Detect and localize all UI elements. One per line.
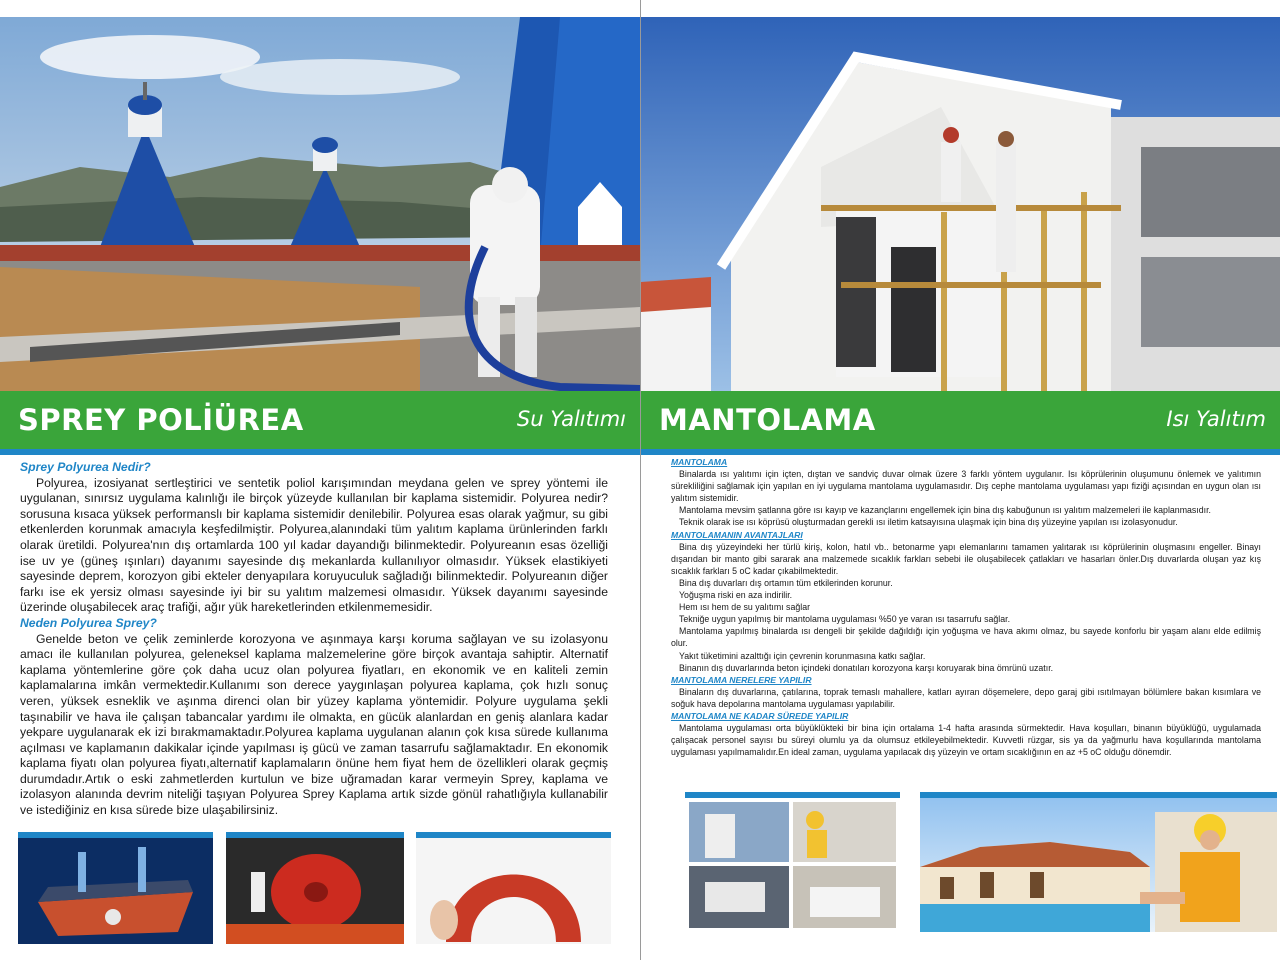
red-coated-sample-photo: [416, 832, 611, 944]
section-paragraph: Mantolama mevsim şatlanna göre ısı kayıp ve kazançlarını engellemek için bina dış kabuğunun ısı yalıtım malzemeleri ile kaplanmasıdır.: [679, 505, 1211, 516]
villa-worker-photo: [920, 792, 1277, 932]
banner-accent-strip: [641, 449, 1280, 455]
section-banner: [0, 391, 640, 449]
banner-subtitle: Isı Yalıtım: [1166, 407, 1266, 431]
section-paragraph: Bina dış duvarları dış ortamın tüm etkilerinden korunur.: [679, 577, 893, 588]
section-heading: MANTOLAMA NERELERE YAPILIR: [671, 674, 812, 685]
article-text: [671, 456, 1261, 758]
section-heading: MANTOLAMA: [671, 457, 728, 467]
ship-dock-photo: [18, 832, 213, 944]
section-paragraph: Hem ısı hem de su yalıtımı sağlar: [679, 602, 811, 613]
banner-title: MANTOLAMA: [659, 403, 876, 437]
photo-strip: [18, 832, 628, 944]
scaffold-house-photo: [641, 17, 1280, 391]
right-page: [641, 0, 1280, 960]
section-paragraph: Genelde beton ve çelik zeminlerde korozyona ve aşınmaya karşı koruma sağlayan ve su izolasyonu amacı ile kullanılan polyurea, geleneksel kaplama malzemelerine göre birçok avantaja sahiptir. Alternatif kaplama yöntemlerine göre çok daha ucuz olan polyurea fiyatları, en ekonomik ve en kaliteli zemin kaplamalarına imkân vermektedir.Kullanımı son derece yaygınlaşan polyurea kaplama, çok hızlı sonuç veren, yüksek esneklik ve aşınma direnci olan bir yüzey kaplama yöntemidir. Polyure uygulama şekli taşınabilir ve hava ile çalışan tabancalar yardımı ile olmakta, en gücük alanlardan en geniş alanlara kadar yekpare uygulanarak ek izi bırakmamaktadır.Polyurea kaplama uygulanan alanın çok kısa sürede kullanıma açılması ve kaplamanın dakikalar içinde yapılması iş gücü ve zaman tasarrufu sağlamaktadır. En ekonomik kaplama fiyatı olan polyurea fiyatı,alternatif kaplamaların önüne hem fiyat hem de özellikleri olarak geçmiş durumdadır.Artık o eski zahmetlerden kurtulun ve bize uğramadan karar vermeyin Sprey, kaplama ve izolasyon alanında devrim niteliği taşıyan Polyurea Sprey Kaplama artık sizde gönül rahatlığıyla kullanabilir ve istediğiniz en kısa sürede bize ulaşabilirsiniz.: [20, 631, 608, 818]
section-paragraph: Teknik olarak ise ısı köprüsü oluşturmadan gerekli ısı iletim katsayısına ulaşmak için bina dış yüzeyine yapılan ısı izolasyonudur.: [679, 517, 1178, 528]
photo-strip: [685, 792, 1277, 932]
article-text: [20, 460, 608, 819]
insulation-collage-photo: [685, 792, 900, 932]
section-paragraph: Mantolama uygulaması orta büyüklükteki bir bina için ortalama 1-4 hafta arasında sürmektedir. Hava koşulları, binanın büyüklüğü, uygulamada çalışacak personel sayısı bu süreyi olumlu ya da olumsuz etkileyebilmektedir. Kuvvetli rüzgar, sis ya da yağmurlu hava koşullarında mantolama uygulaması yapılmamalıdır.En ideal zaman, uygulama yapılacak dış yüzeyin ve ortam sıcaklığının en az +5 oC olduğu dönemdir.: [671, 723, 1261, 758]
red-coating-roll-photo: [226, 832, 404, 944]
banner-accent-strip: [0, 449, 640, 455]
section-paragraph: Tekniğe uygun yapılmış bir mantolama uygulaması %50 ye varan ısı tasarrufu sağlar.: [679, 614, 1011, 625]
section-heading: Neden Polyurea Sprey?: [20, 615, 157, 630]
section-paragraph: Bina dış yüzeyindeki her türlü kiriş, kolon, hatıl vb.. betonarme yapı elemanlarını tamamen yalıtarak ısı köprülerinin oluşmasını engeller. Binayı dışarıdan bir manto gibi sararak ana malzemede sıcaklık farkları sebebi ile oluşabilecek çatlakları ve hasarları önler.Dış duvarlarda oluşan yaz kış sıcaklık farkları 5 oC kadar çıkabilmektedir.: [671, 541, 1261, 576]
banner-title: SPREY POLİÜREA: [18, 403, 304, 437]
section-paragraph: Binanın dış duvarlarında beton içindeki donatıları korozyona karşı koruyarak bina ömrünü uzatır.: [679, 662, 1054, 673]
section-banner: [641, 391, 1280, 449]
section-paragraph: Mantolama yapılmış binalarda ısı dengeli bir şekilde dağıldığı için yoğuşma ve hava akımı olmaz, bu sayede konforlu bir yaşam alanı elde edilmiş olur.: [671, 626, 1261, 649]
section-paragraph: Yakıt tüketimini azalttığı için çevrenin korunmasına katkı sağlar.: [679, 650, 926, 661]
section-heading: MANTOLAMANIN AVANTAJLARI: [671, 529, 803, 540]
section-paragraph: Polyurea, izosiyanat sertleştirici ve sentetik poliol karışımından meydana gelen ve sprey yöntemi ile uygulanan, sınırsız uygulama kalınlığı ile birçok yüzeyde kullanılan bir kaplama sistemidir. Polyurea nedir? sorusuna kısaca yüksek performanslı bir kaplama sistemidir denilebilir. Polyurea esas olarak yağmur, su gibi etkenlerden korunmak amacıyla keşfedilmiştir. Polyurea,alanındaki tüm yalıtım kaplama ürünlerinden farklı olarak üretildi. Polyurea'nın dış ortamlarda 100 yıl kadar dayandığı bilinmektedir. Polyureanın esas özelliği ise uv ye (güneş ışınları) dayanımı sayesinde dış mekanlarda kullanılıyor olmasıdır. Yüksek elastikiyeti sayesinde deprem, korozyon gibi ekteler denyapılara koruyuculuk sağladığı bilinmektedir. Polyureanın diğer farkı ise ek yersiz olması sayesinde iyi bir su yalıtım malzemesi olmasıdır. Yüksek dayanımı sayesinde üzerinde oluşabilecek araç trafiği, ağır yük hareketlerinden etkilenmemesidir.: [20, 475, 608, 615]
section-paragraph: Binalarda ısı yalıtımı için içten, dıştan ve sandviç duvar olmak üzere 3 farklı yöntem uygulanır. Isı köprülerinin oluşumunu önlemek ve yalıtımın sürekliliğini sağlamak için yapılan en iyi uygulama mantolama uygulamasıdır. Dış cephe mantolama uygulaması yapı fiziği açısından en uygun olan ısı yalıtım sistemidir.: [671, 469, 1261, 504]
section-paragraph: Yoğuşma riski en aza indirilir.: [679, 590, 793, 601]
section-paragraph: Binaların dış duvarlarına, çatılarına, toprak temaslı mahallere, katları ayıran döşemelere, depo garaj gibi ısıtılmayan bölümlere bakan kısımlara ve soğuk hava depolarına mantolama uygulaması yapılabilir.: [671, 686, 1261, 709]
spray-roof-photo: [0, 17, 640, 391]
banner-subtitle: Su Yalıtımı: [516, 407, 626, 431]
section-heading: Sprey Polyurea Nedir?: [20, 460, 151, 474]
section-heading: MANTOLAMA NE KADAR SÜREDE YAPILIR: [671, 710, 849, 721]
